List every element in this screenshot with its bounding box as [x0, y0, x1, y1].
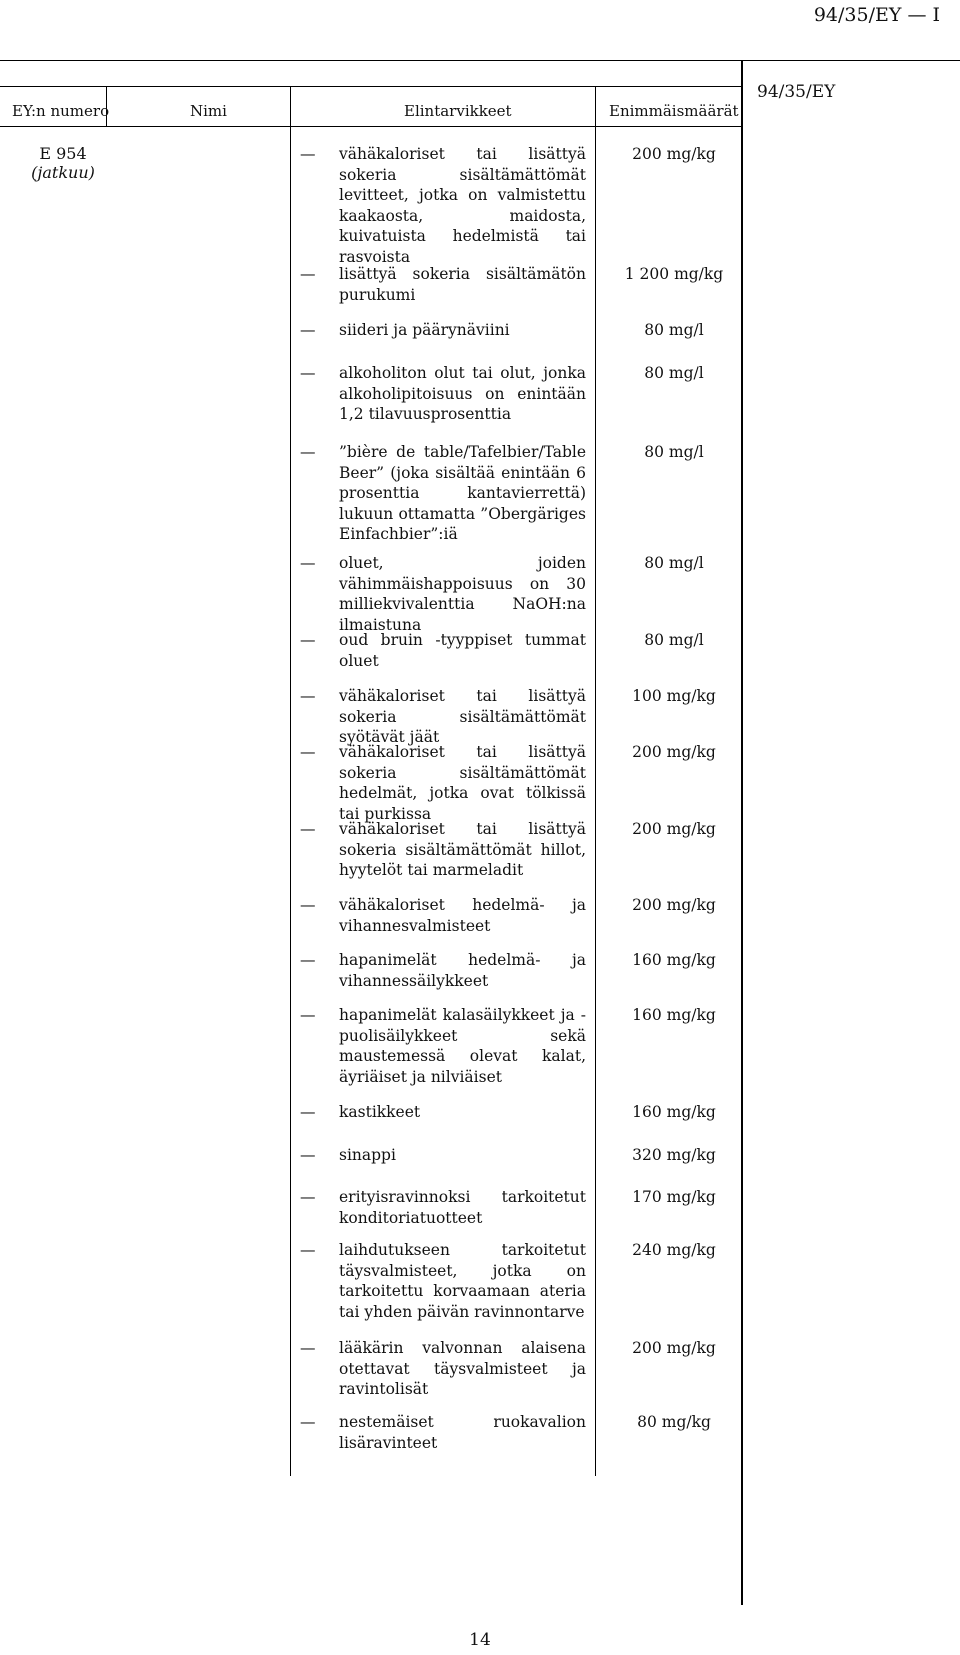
food-description: siideri ja päärynäviini: [339, 321, 510, 339]
food-row: [300, 742, 586, 824]
code-note: (jatkuu): [31, 163, 95, 182]
code-value: E 954: [39, 144, 87, 163]
food-description: lisättyä sokeria sisältämätön purukumi: [339, 265, 586, 304]
dash-marker: —: [300, 1103, 316, 1121]
col-head-limits: Enimmäismäärät: [609, 102, 739, 120]
max-amount: 80 mg/l: [644, 554, 704, 572]
food-description: vähäkaloriset tai lisättyä sokeria sisältämättömät hedelmät, jotka ovat tölkissä tai purkissa: [339, 743, 586, 823]
food-description: sinappi: [339, 1146, 396, 1164]
food-row: [300, 686, 586, 748]
food-description: laihdutukseen tarkoitetut täysvalmisteet, jotka on tarkoitettu korvaamaan ateria tai yhden päivän ravinnontarve: [339, 1241, 586, 1321]
dash-marker: —: [300, 1413, 316, 1431]
top-rule: [0, 60, 960, 61]
dash-marker: —: [300, 820, 316, 838]
header-bottom-rule: [0, 126, 742, 127]
food-row: [300, 1240, 586, 1322]
food-description: alkoholiton olut tai olut, jonka alkoholipitoisuus on enintään 1,2 tilavuusprosenttia: [339, 364, 586, 423]
dash-marker: —: [300, 687, 316, 705]
column-divider-3: [595, 86, 596, 1476]
max-amount: 80 mg/l: [644, 631, 704, 649]
dash-marker: —: [300, 1146, 316, 1164]
max-amount: 1 200 mg/kg: [624, 265, 724, 283]
food-row: [300, 363, 586, 425]
food-description: oluet, joiden vähimmäishappoisuus on 30 milliekvivalenttia NaOH:na ilmaistuna: [339, 554, 586, 634]
dash-marker: —: [300, 364, 316, 382]
column-divider-2: [290, 86, 291, 1476]
max-amount: 160 mg/kg: [632, 1103, 716, 1121]
food-description: vähäkaloriset tai lisättyä sokeria sisältämättömät levitteet, jotka on valmistettu kaakaosta, maidosta, kuivatuista hedelmistä tai rasvoista: [339, 145, 586, 266]
max-amount: 200 mg/kg: [632, 820, 716, 838]
dash-marker: —: [300, 554, 316, 572]
dash-marker: —: [300, 443, 316, 461]
food-description: lääkärin valvonnan alaisena otettavat täysvalmisteet ja ravintolisät: [339, 1339, 586, 1398]
food-description: hapanimelät kalasäilykkeet ja -puolisäilykkeet sekä maustemessä olevat kalat, äyriäiset ja nilviäiset: [339, 1006, 586, 1086]
max-amount: 200 mg/kg: [632, 743, 716, 761]
max-amount: 320 mg/kg: [632, 1146, 716, 1164]
food-description: kastikkeet: [339, 1103, 421, 1121]
food-description: vähäkaloriset hedelmä- ja vihannesvalmisteet: [339, 896, 586, 935]
food-row: [300, 264, 586, 305]
food-row: [300, 1102, 586, 1123]
food-row: [300, 819, 586, 881]
food-row: [300, 1145, 586, 1166]
food-row: [300, 553, 586, 635]
max-amount: 200 mg/kg: [632, 145, 716, 163]
additive-code: [24, 144, 102, 182]
food-description: vähäkaloriset tai lisättyä sokeria sisältämättömät hillot, hyytelöt tai marmeladit: [339, 820, 586, 879]
food-row: [300, 1005, 586, 1087]
dash-marker: —: [300, 265, 316, 283]
dash-marker: —: [300, 743, 316, 761]
food-row: [300, 442, 586, 545]
max-amount: 200 mg/kg: [632, 1339, 716, 1357]
max-amount: 100 mg/kg: [632, 687, 716, 705]
food-row: [300, 320, 586, 341]
food-description: erityisravinnoksi tarkoitetut konditoriatuotteet: [339, 1188, 586, 1227]
food-description: oud bruin -tyyppiset tummat oluet: [339, 631, 586, 670]
dash-marker: —: [300, 1188, 316, 1206]
max-amount: 80 mg/l: [644, 364, 704, 382]
food-row: [300, 1187, 586, 1228]
food-row: [300, 144, 586, 267]
food-row: [300, 630, 586, 671]
max-amount: 160 mg/kg: [632, 951, 716, 969]
col-head-name: Nimi: [190, 102, 227, 120]
max-amount: 200 mg/kg: [632, 896, 716, 914]
col-head-foods: Elintarvikkeet: [404, 102, 512, 120]
dash-marker: —: [300, 145, 316, 163]
max-amount: 170 mg/kg: [632, 1188, 716, 1206]
food-row: [300, 895, 586, 936]
food-description: ”bière de table/Tafelbier/Table Beer” (joka sisältää enintään 6 prosenttia kantavierrettä) lukuun ottamatta ”Obergäriges Einfachbier”:iä: [339, 443, 586, 543]
page-number: 14: [469, 1630, 491, 1650]
food-row: [300, 1338, 586, 1400]
directive-ref: 94/35/EY: [757, 82, 836, 102]
max-amount: 80 mg/l: [644, 443, 704, 461]
right-vertical-rule: [741, 60, 743, 1605]
max-amount: 160 mg/kg: [632, 1006, 716, 1024]
dash-marker: —: [300, 951, 316, 969]
dash-marker: —: [300, 1006, 316, 1024]
dash-marker: —: [300, 896, 316, 914]
dash-marker: —: [300, 1339, 316, 1357]
dash-marker: —: [300, 1241, 316, 1259]
food-description: vähäkaloriset tai lisättyä sokeria sisältämättömät syötävät jäät: [339, 687, 586, 746]
col-head-number: EY:n numero: [12, 102, 110, 120]
food-row: [300, 1412, 586, 1453]
max-amount: 80 mg/kg: [637, 1413, 711, 1431]
dash-marker: —: [300, 321, 316, 339]
food-description: nestemäiset ruokavalion lisäravinteet: [339, 1413, 586, 1452]
dash-marker: —: [300, 631, 316, 649]
header-top-rule: [0, 86, 742, 87]
food-row: [300, 950, 586, 991]
food-description: hapanimelät hedelmä- ja vihannessäilykkeet: [339, 951, 586, 990]
running-header: 94/35/EY — I: [813, 4, 940, 26]
max-amount: 240 mg/kg: [632, 1241, 716, 1259]
max-amount: 80 mg/l: [644, 321, 704, 339]
